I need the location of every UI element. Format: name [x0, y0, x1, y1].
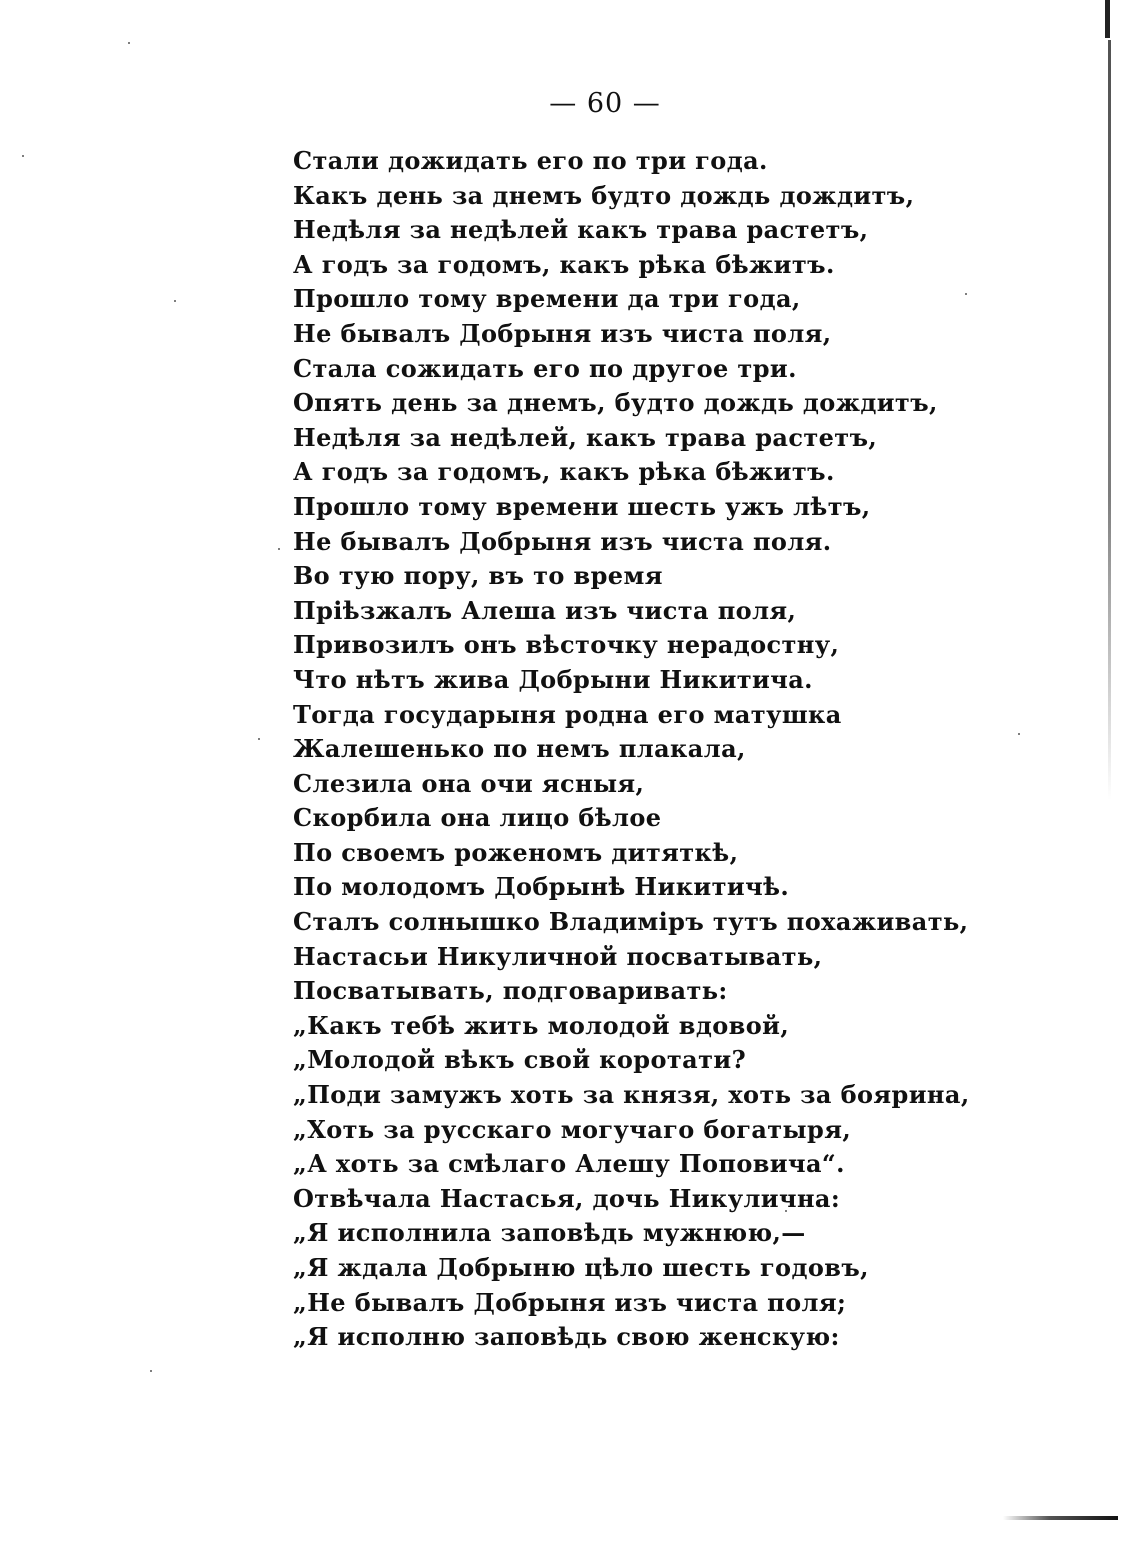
poem-line: Недѣля за недѣлей какъ трава растетъ, [293, 215, 869, 245]
poem-line: Пріѣзжалъ Алеша изъ чиста поля, [293, 595, 797, 625]
poem-line: А годъ за годомъ, какъ рѣка бѣжитъ. [293, 249, 835, 279]
ink-speck [22, 155, 24, 157]
page-number: — 60 — [549, 88, 661, 119]
poem-line: Жалешенько по немъ плакала, [293, 734, 746, 764]
ink-speck [174, 300, 176, 302]
ink-speck [258, 738, 260, 740]
margin-rule [1108, 40, 1111, 800]
poem-line: Настасьи Никуличной посватывать, [293, 941, 823, 971]
poem-line: „А хоть за смѣлаго Алешу Поповича“. [293, 1149, 845, 1179]
poem-line: По молодомъ Добрынѣ Никитичѣ. [293, 872, 790, 902]
poem-line: Сталъ солнышко Владиміръ тутъ похаживать, [293, 907, 969, 937]
poem-line: „Я исполню заповѣдь свою женскую: [293, 1322, 840, 1352]
ink-speck [1018, 733, 1020, 735]
poem-line: „Какъ тебѣ жить молодой вдовой, [293, 1010, 790, 1040]
ink-speck [128, 42, 130, 44]
poem-line: Посватывать, подговаривать: [293, 976, 728, 1006]
poem-line: „Поди замужъ хоть за князя, хоть за боярина, [293, 1080, 970, 1110]
poem-line: А годъ за годомъ, какъ рѣка бѣжитъ. [293, 457, 835, 487]
poem-line: Стали дожидать его по три года. [293, 146, 768, 175]
poem-line: Недѣля за недѣлей, какъ трава растетъ, [293, 422, 878, 452]
poem-line: „Я исполнила заповѣдь мужнюю,— [293, 1218, 806, 1248]
poem-line: „Молодой вѣкъ свой коротати? [293, 1045, 747, 1075]
poem-line: Привозилъ онъ вѣсточку нерадостну, [293, 630, 840, 660]
ink-speck [150, 1370, 152, 1372]
margin-rule-top [1105, 0, 1110, 38]
poem-line: Прошло тому времени шесть ужъ лѣтъ, [293, 491, 871, 521]
poem-line: Во тую пору, въ то время [293, 561, 663, 591]
poem-line: Слезила она очи ясныя, [293, 768, 645, 798]
poem-line: Стала сожидать его по другое три. [293, 353, 797, 383]
poem-line: „Не бывалъ Добрыня изъ чиста поля; [293, 1287, 847, 1317]
poem-line: „Я ждала Добрыню цѣло шесть годовъ, [293, 1253, 869, 1282]
poem-line: Тогда государыня родна его матушка [293, 699, 842, 729]
poem-line: Не бывалъ Добрыня изъ чиста поля. [293, 526, 832, 556]
poem-line: Прошло тому времени да три года, [293, 284, 801, 314]
poem-line: Скорбила она лицо бѣлое [293, 803, 662, 833]
poem-line: „Хоть за русскаго могучаго богатыря, [293, 1114, 852, 1144]
poem-text [293, 144, 1013, 1355]
poem-line: Не бывалъ Добрыня изъ чиста поля, [293, 318, 832, 348]
poem-line: Отвѣчала Настасья, дочь Никулична: [293, 1183, 841, 1213]
corner-ink-mark [1003, 1516, 1118, 1520]
poem-line: Опять день за днемъ, будто дождь дождитъ, [293, 388, 938, 418]
poem-line: Какъ день за днемъ будто дождь дождитъ, [293, 180, 915, 210]
poem-line: По своемъ роженомъ дитяткѣ, [293, 837, 739, 867]
ink-speck [278, 548, 280, 550]
poem-line: Что нѣтъ жива Добрыни Никитича. [293, 664, 813, 694]
